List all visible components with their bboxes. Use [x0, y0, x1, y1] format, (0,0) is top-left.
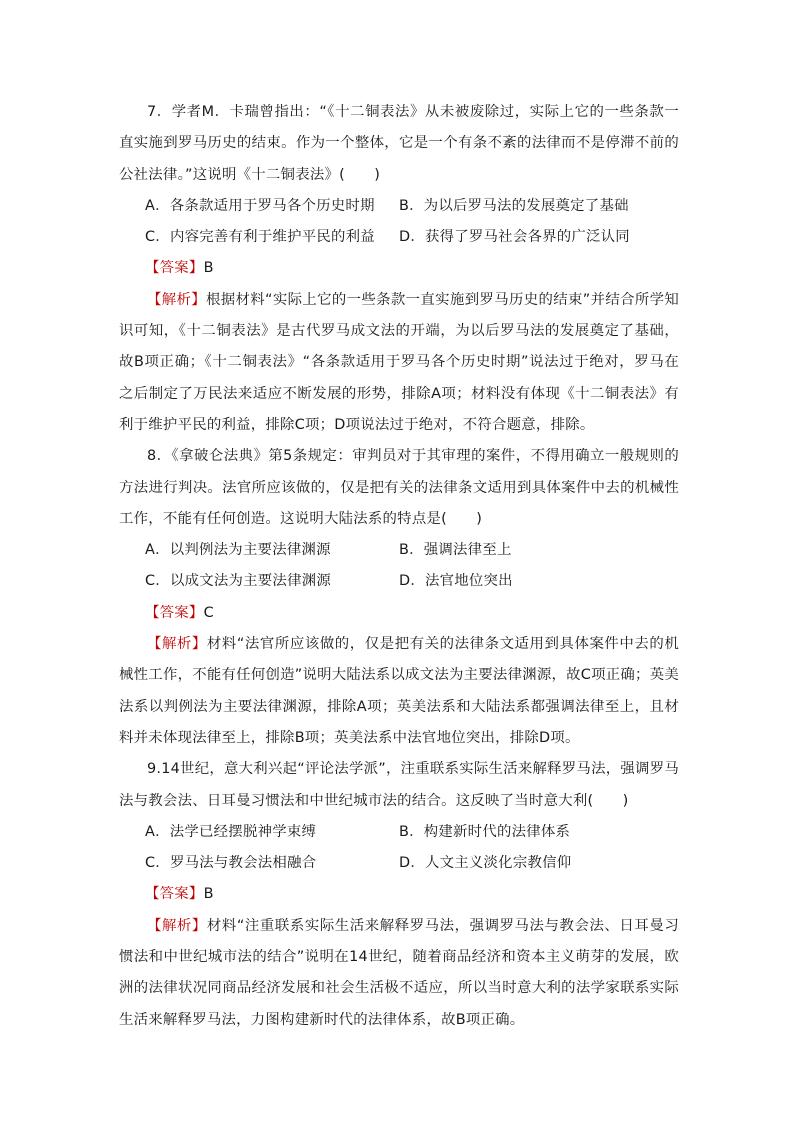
answer-value: B	[203, 260, 214, 277]
answer-tag: 【答案】	[145, 604, 204, 621]
analysis-text: 根据材料“实际上它的一些条款一直实施到罗马历史的结束”并结合所学知识可知，《十二铜表法》是古代罗马成文法的开端，为以后罗马法的发展奠定了基础，故B项正确；《十二铜表法》“各条款适用于罗马各个历史时期”说法过于绝对，罗马在之后制定了万民法来适应不断发展的形势，排除A项；材料没有体现《十二铜表法》有利于维护平民的利益，排除C项；D项说法过于绝对，不符合题意，排除。	[119, 291, 679, 433]
question-9	[119, 754, 679, 1036]
option-c: C．内容完善有利于维护平民的利益	[145, 229, 375, 246]
analysis-paragraph	[119, 911, 679, 1036]
question-stem: 9.14世纪，意大利兴起“评论法学派”，注重联系实际生活来解释罗马法，强调罗马法与教会法、日耳曼习惯法和中世纪城市法的结合。这反映了当时意大利( )	[119, 761, 679, 809]
analysis-tag: 【解析】	[147, 636, 207, 653]
options-grid	[119, 817, 679, 880]
options-grid	[119, 191, 679, 254]
analysis-tag: 【解析】	[147, 291, 207, 308]
question-stem: 7．学者M．卡瑞曾指出：“《十二铜表法》从未被废除过，实际上它的一些条款一直实施到罗马历史的结束。作为一个整体，它是一个有条不紊的法律而不是停滞不前的公社法律。”这说明《十二铜表法》( )	[119, 104, 679, 183]
document-page	[119, 97, 679, 1036]
option-a: A．各条款适用于罗马各个历史时期	[145, 197, 375, 214]
answer-tag: 【答案】	[145, 886, 204, 903]
option-d: D．获得了罗马社会各界的广泛认同	[399, 229, 630, 246]
analysis-text: 材料“注重联系实际生活来解释罗马法，强调罗马法与教会法、日耳曼习惯法和中世纪城市法的结合”说明在14世纪，随着商品经济和资本主义萌芽的发展，欧洲的法律状况同商品经济发展和社会生活极不适应，所以当时意大利的法学家联系实际生活来解释罗马法，力图构建新时代的法律体系，故B项正确。	[119, 917, 679, 1028]
analysis-text: 材料“法官所应该做的，仅是把有关的法律条文适用到具体案件中去的机械性工作，不能有任何创造”说明大陆法系以成文法为主要法律渊源，故C项正确；英美法系以判例法为主要法律渊源，排除A项；英美法系和大陆法系都强调法律至上，且材料并未体现法律至上，排除B项；英美法系中法官地位突出，排除D项。	[119, 636, 679, 746]
option-a: A．以判例法为主要法律渊源	[145, 542, 331, 559]
option-b: B．强调法律至上	[399, 542, 512, 559]
option-d: D．人文主义淡化宗教信仰	[399, 855, 572, 872]
answer-line	[119, 879, 679, 910]
option-b: B．为以后罗马法的发展奠定了基础	[399, 197, 629, 214]
option-c: C．罗马法与教会法相融合	[145, 855, 317, 872]
analysis-paragraph	[119, 629, 679, 754]
question-stem: 8．《拿破仑法典》第5条规定：审判员对于其审理的案件，不得用确立一般规则的方法进行判决。法官所应该做的，仅是把有关的法律条文适用到具体案件中去的机械性工作，不能有任何创造。这说明大陆法系的特点是( )	[119, 448, 679, 527]
question-8	[119, 441, 679, 754]
question-7	[119, 97, 679, 441]
option-d: D．法官地位突出	[399, 573, 513, 590]
answer-value: B	[203, 886, 214, 903]
answer-line	[119, 253, 679, 284]
options-grid	[119, 535, 679, 598]
answer-tag: 【答案】	[145, 260, 204, 277]
option-c: C．以成文法为主要法律渊源	[145, 573, 331, 590]
analysis-tag: 【解析】	[147, 917, 207, 934]
answer-line	[119, 598, 679, 629]
option-b: B．构建新时代的法律体系	[399, 823, 571, 840]
answer-value: C	[203, 604, 214, 621]
option-a: A．法学已经摆脱神学束缚	[145, 823, 317, 840]
analysis-paragraph	[119, 285, 679, 441]
